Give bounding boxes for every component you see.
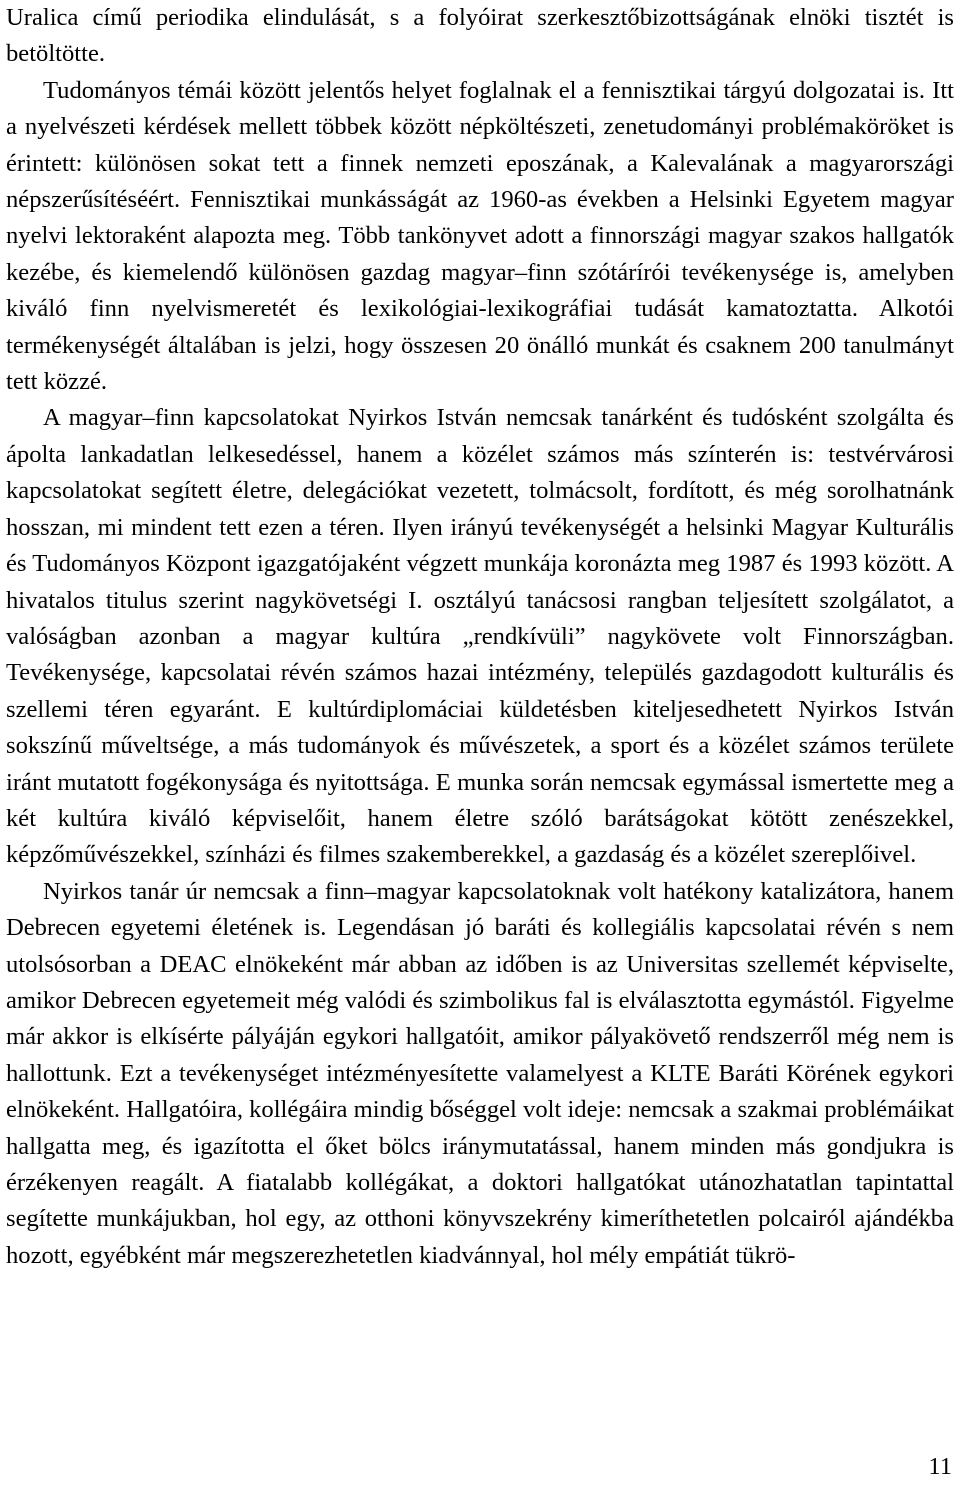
document-page (6, 0, 954, 1274)
page-number: 11 (928, 1453, 952, 1480)
paragraph-continuation: Uralica című periodika elindulását, s a folyóirat szerkesztőbizottságának elnöki tisztét is betöltötte. (6, 4, 954, 68)
paragraph-fennisztika: Tudományos témái között jelentős helyet foglalnak el a fennisztikai tárgyú dolgozatai is. Itt a nyelvészeti kérdések mellett többek között népköltészeti, zenetudományi problémaköröket is érintett: különösen sokat tett a finnek nemzeti eposzának, a Kalevalának a magyarországi népszerűsítéséért. Fennisztikai munkásságát az 1960-as években a Helsinki Egyetem magyar nyelvi lektoraként alapozta meg. Több tankönyvet adott a finnországi magyar szakos hallgatók kezébe, és kiemelendő különösen gazdag magyar–finn szótárírói tevékenysége is, amelyben kiváló finn nyelvismeretét és lexikológiai-lexikográfiai tudását kamatoztatta. Alkotói termékenységét általában is jelzi, hogy összesen 20 önálló munkát és csaknem 200 tanulmányt tett közzé. (6, 76, 954, 396)
paragraph-debrecen: Nyirkos tanár úr nemcsak a finn–magyar kapcsolatoknak volt hatékony katalizátora, hanem Debrecen egyetemi életének is. Legendásan jó baráti és kollegiális kapcsolatai révén s nem utolsósorban a DEAC elnökeként már abban az időben is az Universitas szellemét képviselte, amikor Debrecen egyetemeit még valódi és szimbolikus fal is elválasztotta egymástól. Figyelme már akkor is elkísérte pályáján egykori hallgatóit, amikor pályakövető rendszerről még nem is hallottunk. Ezt a tevékenységet intézményesítette valamelyest a KLTE Baráti Körének egykori elnökeként. Hallgatóira, kollégáira mindig bőséggel volt ideje: nemcsak a szakmai problémáikat hallgatta meg, és igazította el őket bölcs iránymutatással, hanem minden más gondjukra is érzékenyen reagált. A fiatalabb kollégákat, a doktori hallgatókat utánozhatatlan tapintattal segítette munkájukban, hol egy, az otthoni könyvszekrény kimeríthetetlen polcairól ajándékba hozott, egyébként már megszerezhetetlen kiadvánnyal, hol mély empátiát tükrö- (6, 877, 954, 1269)
paragraph-kapcsolatok: A magyar–finn kapcsolatokat Nyirkos István nemcsak tanárként és tudósként szolgálta és ápolta lankadatlan lelkesedéssel, hanem a közélet számos más színterén is: testvérvárosi kapcsolatokat segített életre, delegációkat vezetett, tolmácsolt, fordított, és még sorolhatnánk hosszan, mi mindent tett ezen a téren. Ilyen irányú tevékenységét a helsinki Magyar Kulturális és Tudományos Központ igazgatójaként végzett munkája koronázta meg 1987 és 1993 között. A hivatalos titulus szerint nagykövetségi I. osztályú tanácsosi rangban teljesített szolgálatot, a valóságban azonban a magyar kultúra „rendkívüli” nagykövete volt Finnországban. Tevékenysége, kapcsolatai révén számos hazai intézmény, település gazdagodott kulturális és szellemi téren egyaránt. E kultúrdiplomáciai küldetésben kiteljesedhetett Nyirkos István sokszínű műveltsége, a más tudományok és művészetek, a sport és a közélet számos területe iránt mutatott fogékonysága és nyitottsága. E munka során nemcsak egymással ismertette meg a két kultúra kiváló képviselőit, hanem életre szóló barátságokat kötött zenészekkel, képzőművészekkel, színházi és filmes szakemberekkel, a gazdaság és a közélet szereplőivel. (6, 404, 954, 869)
